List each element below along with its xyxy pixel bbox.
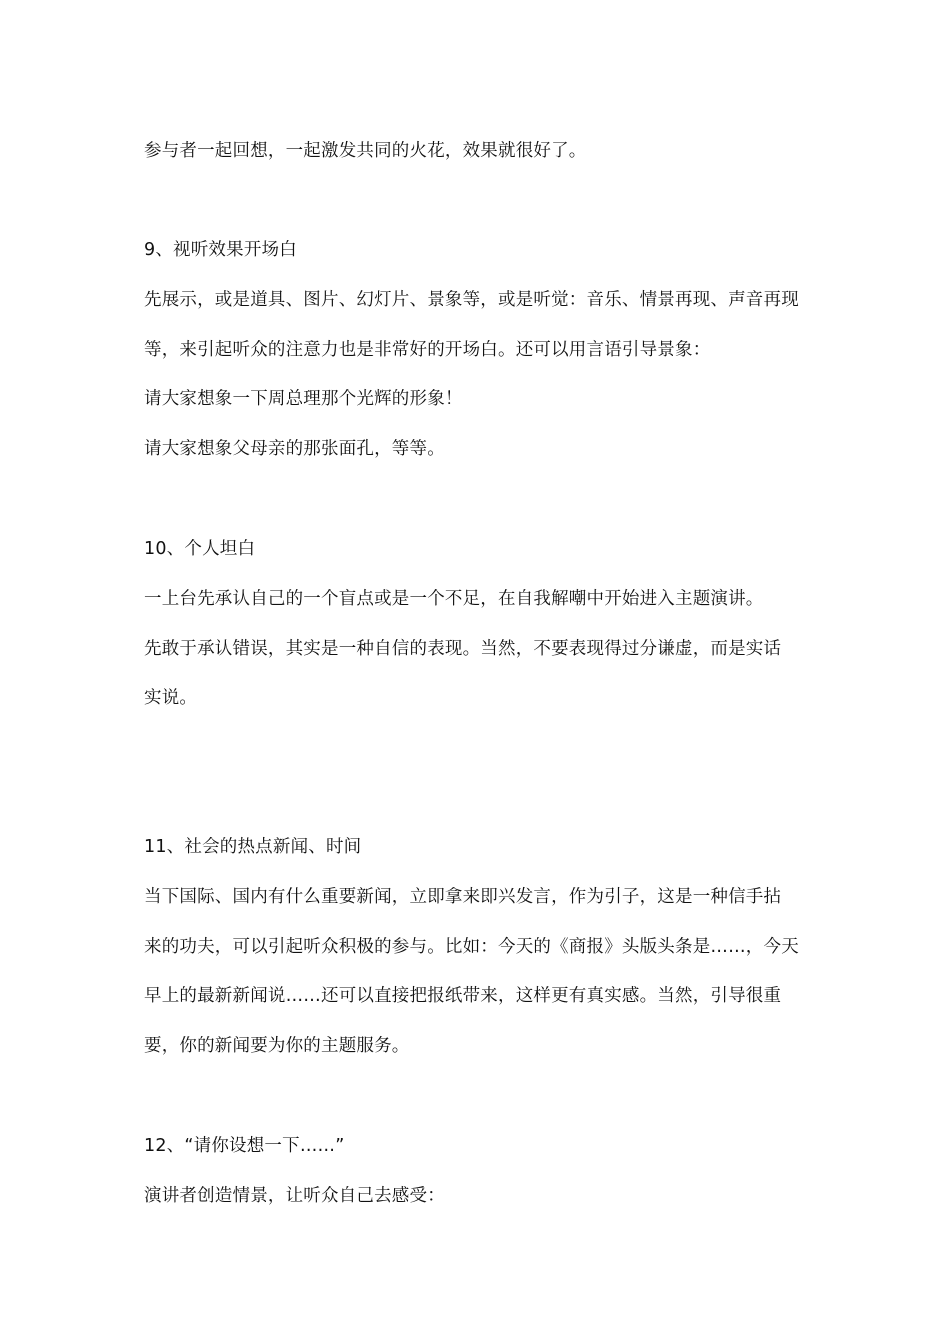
paragraph-line: 当下国际、国内有什么重要新闻，立即拿来即兴发言，作为引子，这是一种信手拈 [144,887,782,907]
section-heading-11: 11、社会的热点新闻、时间 [144,837,362,857]
paragraph-line: 来的功夫，可以引起听众积极的参与。比如：今天的《商报》头版头条是……，今天 [144,937,799,957]
paragraph-line: 等，来引起听众的注意力也是非常好的开场白。还可以用言语引导景象： [144,340,711,360]
paragraph-line: 演讲者创造情景，让听众自己去感受： [144,1186,445,1206]
section-heading-12: 12、“请你设想一下……” [144,1136,345,1156]
paragraph-line: 请大家想象父母亲的那张面孔，等等。 [144,439,445,459]
paragraph-line: 实说。 [144,688,198,708]
paragraph-line-intro: 参与者一起回想，一起激发共同的火花，效果就很好了。 [144,141,587,161]
paragraph-line: 要，你的新闻要为你的主题服务。 [144,1036,410,1056]
paragraph-line: 请大家想象一下周总理那个光辉的形象！ [144,389,463,409]
paragraph-line: 先展示，或是道具、图片、幻灯片、景象等，或是听觉：音乐、情景再现、声音再现 [144,290,799,310]
section-heading-10: 10、个人坦白 [144,539,256,559]
paragraph-line: 早上的最新新闻说……还可以直接把报纸带来，这样更有真实感。当然，引导很重 [144,986,782,1006]
paragraph-line: 先敢于承认错误，其实是一种自信的表现。当然，不要表现得过分谦虚，而是实话 [144,639,782,659]
section-heading-9: 9、视听效果开场白 [144,240,297,260]
paragraph-line: 一上台先承认自己的一个盲点或是一个不足，在自我解嘲中开始进入主题演讲。 [144,589,764,609]
